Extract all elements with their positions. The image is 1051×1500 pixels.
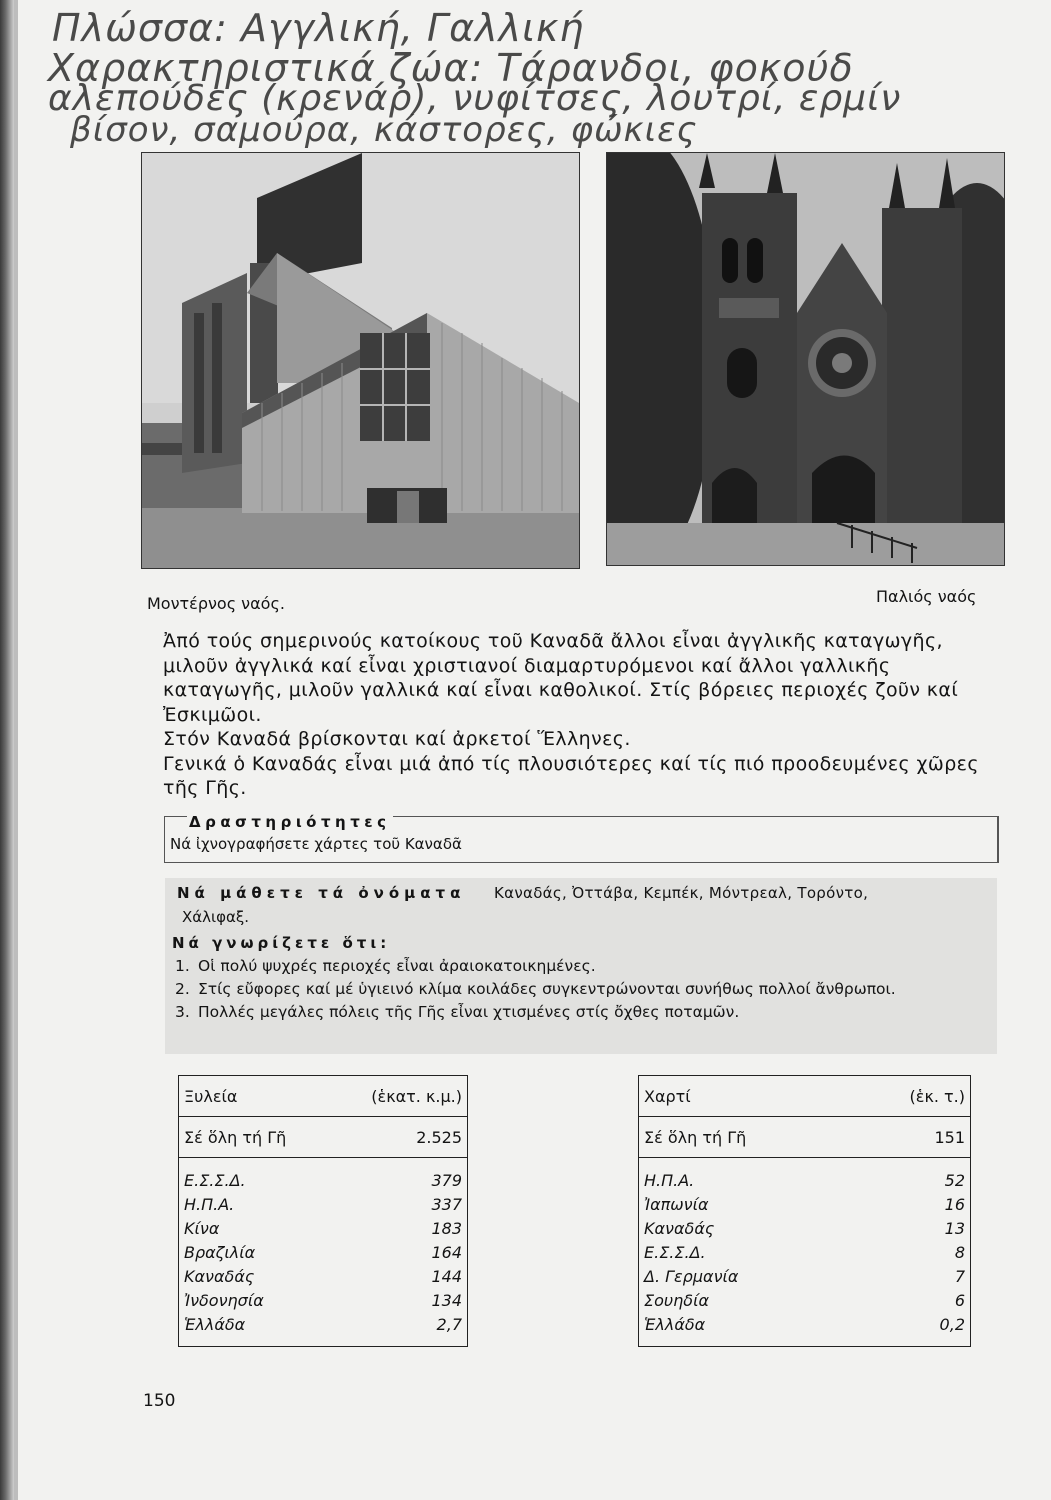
country-name: Κίνα bbox=[184, 1218, 220, 1238]
item-number: 3. bbox=[175, 1003, 190, 1021]
item-text: Οἱ πολύ ψυχρές περιοχές εἶναι ἀραιοκατοικημένες. bbox=[198, 957, 596, 975]
paragraph: Στόν Καναδά βρίσκονται καί ἀρκετοί Ἕλληνες. bbox=[163, 728, 631, 750]
handwritten-line: Χαρακτηριστικά ζώα: Τάρανδοι, φοκούδ bbox=[48, 46, 854, 90]
activities-title: Δραστηριότητες bbox=[189, 813, 391, 831]
country-name: Ἰαπωνία bbox=[644, 1194, 709, 1214]
wood-production-table bbox=[178, 1075, 468, 1347]
handwritten-notes bbox=[40, 0, 1030, 150]
table-row bbox=[639, 1168, 971, 1192]
table-row bbox=[639, 1240, 971, 1264]
table-row bbox=[179, 1192, 468, 1216]
table-title: Ξυλεία bbox=[179, 1076, 331, 1117]
table-row bbox=[179, 1264, 468, 1288]
country-value: 52 bbox=[944, 1170, 965, 1190]
country-value: 7 bbox=[954, 1266, 965, 1286]
paper-production-table bbox=[638, 1075, 971, 1347]
country-value: 164 bbox=[431, 1242, 462, 1262]
binding-edge bbox=[0, 0, 14, 1500]
learn-names-list-cont: Χάλιφαξ. bbox=[182, 908, 250, 926]
activities-text: Νά ἰχνογραφήσετε χάρτες τοῦ Καναδᾶ bbox=[170, 835, 462, 853]
total-label: Σέ ὅλη τή Γῆ bbox=[179, 1117, 331, 1158]
item-number: 2. bbox=[175, 980, 190, 998]
country-value: 13 bbox=[944, 1218, 965, 1238]
old-church-photo bbox=[606, 152, 1005, 566]
country-name: Ἑλλάδα bbox=[184, 1314, 246, 1334]
country-name: Ἑλλάδα bbox=[644, 1314, 706, 1334]
paragraph: Γενικά ὁ Καναδάς εἶναι μιά ἀπό τίς πλουσιότερες καί τίς πιό προοδευμένες χῶρες τῆς Γῆς. bbox=[163, 752, 979, 799]
item-text: Πολλές μεγάλες πόλεις τῆς Γῆς εἶναι χτισμένες στίς ὄχθες ποταμῶν. bbox=[198, 1003, 740, 1021]
list-item bbox=[175, 978, 975, 1001]
table-unit: (ἑκατ. κ.μ.) bbox=[331, 1076, 468, 1117]
table-title: Χαρτί bbox=[639, 1076, 848, 1117]
country-name: Βραζιλία bbox=[184, 1242, 256, 1262]
total-value: 2.525 bbox=[331, 1117, 468, 1158]
country-value: 183 bbox=[431, 1218, 462, 1238]
handwritten-line: βίσον, σαμούρα, κάστορες, φώκιες bbox=[70, 110, 698, 150]
item-number: 1. bbox=[175, 957, 190, 975]
table-row bbox=[179, 1240, 468, 1264]
item-text: Στίς εὔφορες καί μέ ὑγιεινό κλίμα κοιλάδες συγκεντρώνονται συνήθως πολλοί ἄνθρωποι. bbox=[198, 980, 896, 998]
country-value: 8 bbox=[954, 1242, 965, 1262]
page-number: 150 bbox=[143, 1391, 176, 1411]
know-title: Νά γνωρίζετε ὅτι: bbox=[172, 934, 391, 952]
country-name: Η.Π.Α. bbox=[184, 1194, 235, 1214]
table-row bbox=[179, 1288, 468, 1312]
learn-names-list: Καναδάς, Ὀττάβα, Κεμπέκ, Μόντρεαλ, Τορόντο, bbox=[494, 884, 869, 902]
table-row bbox=[179, 1216, 468, 1240]
country-value: 6 bbox=[954, 1290, 965, 1310]
handwritten-line: Πλώσσα: Αγγλική, Γαλλική bbox=[52, 6, 585, 50]
country-name: Ε.Σ.Σ.Δ. bbox=[644, 1242, 706, 1262]
table-row bbox=[179, 1312, 468, 1336]
table-row bbox=[639, 1264, 971, 1288]
country-value: 379 bbox=[431, 1170, 462, 1190]
country-value: 16 bbox=[944, 1194, 965, 1214]
total-label: Σέ ὅλη τή Γῆ bbox=[639, 1117, 848, 1158]
country-name: Σουηδία bbox=[644, 1290, 710, 1310]
main-text bbox=[163, 629, 1003, 801]
modern-church-photo bbox=[141, 152, 580, 569]
country-value: 2,7 bbox=[436, 1314, 462, 1334]
country-value: 134 bbox=[431, 1290, 462, 1310]
know-list bbox=[175, 955, 975, 1024]
list-item bbox=[175, 1001, 975, 1024]
total-value: 151 bbox=[848, 1117, 971, 1158]
left-photo-caption: Μοντέρνος ναός. bbox=[147, 594, 285, 613]
country-name: Ε.Σ.Σ.Δ. bbox=[184, 1170, 246, 1190]
table-unit: (ἑκ. τ.) bbox=[848, 1076, 971, 1117]
table-row bbox=[179, 1168, 468, 1192]
country-name: Ἰνδονησία bbox=[184, 1290, 264, 1310]
country-value: 144 bbox=[431, 1266, 462, 1286]
right-photo-caption: Παλιός ναός bbox=[876, 587, 977, 606]
country-name: Καναδάς bbox=[644, 1218, 715, 1238]
handwritten-line: αλεπούδες (κρενάρ), νυφίτσες, λουτρί, ερμίν bbox=[48, 78, 902, 119]
learn-names-title: Νά μάθετε τά ὀνόματα bbox=[177, 884, 466, 902]
list-item bbox=[175, 955, 975, 978]
country-name: Η.Π.Α. bbox=[644, 1170, 695, 1190]
country-name: Δ. Γερμανία bbox=[644, 1266, 739, 1286]
table-row bbox=[639, 1216, 971, 1240]
binding-shadow bbox=[14, 0, 18, 1500]
country-value: 0,2 bbox=[939, 1314, 965, 1334]
table-row bbox=[639, 1312, 971, 1336]
table-row bbox=[639, 1288, 971, 1312]
table-row bbox=[639, 1192, 971, 1216]
country-value: 337 bbox=[431, 1194, 462, 1214]
country-name: Καναδάς bbox=[184, 1266, 255, 1286]
paragraph: Ἀπό τούς σημερινούς κατοίκους τοῦ Καναδᾶ ἄλλοι εἶναι ἀγγλικῆς καταγωγῆς, μιλοῦν ἀγγλικά καί εἶναι χριστιανοί διαμαρτυρόμενοι καί ἄλλοι γαλλικῆς καταγωγῆς, μιλοῦν γαλλικά καί εἶναι καθολικοί. Στίς βόρειες περιοχές ζοῦν καί Ἐσκιμῶοι. bbox=[163, 630, 959, 726]
